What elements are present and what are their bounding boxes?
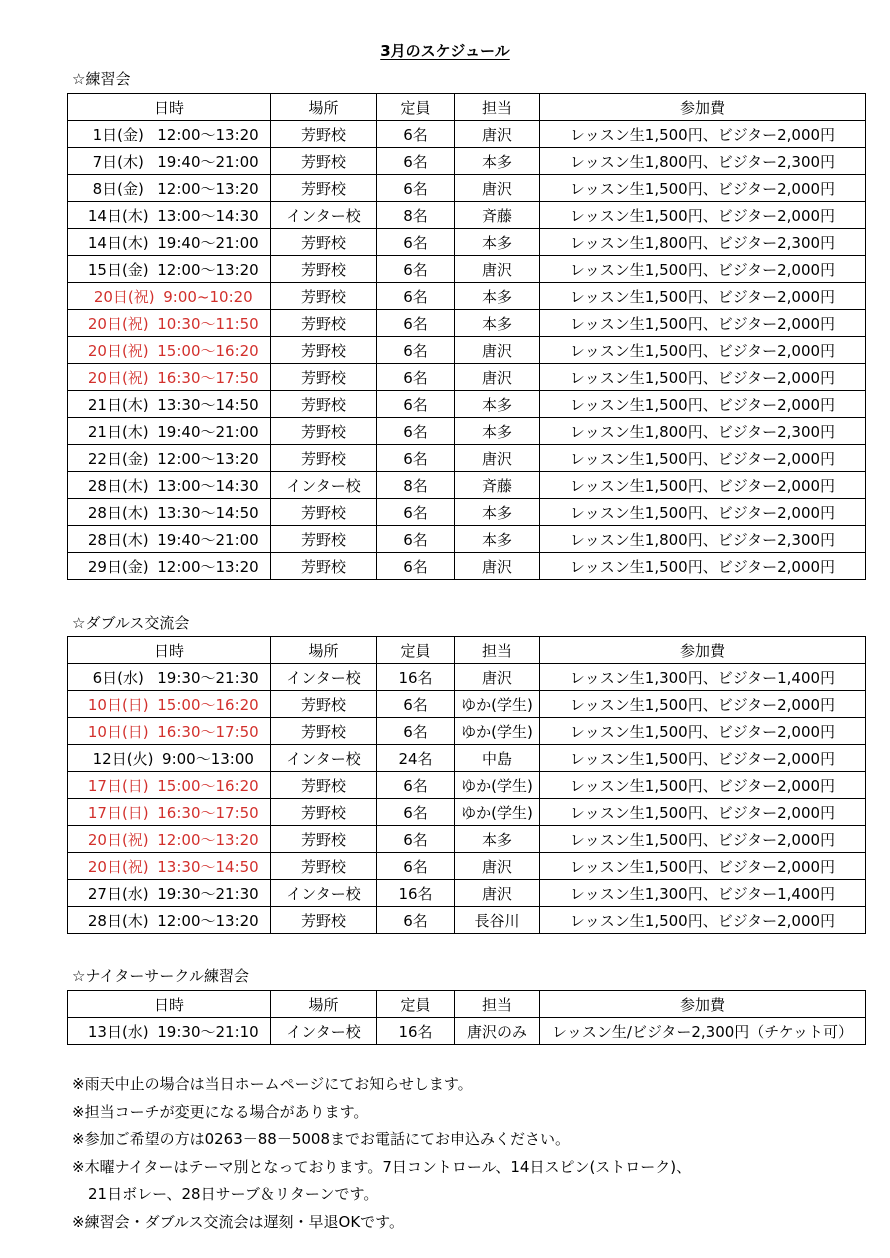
cell-time: 16:30～17:50 — [157, 368, 259, 387]
cell-day: 21日(木) — [87, 395, 149, 414]
cell-capacity: 8名 — [377, 202, 455, 229]
cell-time: 12:00～13:20 — [157, 911, 259, 930]
cell-fee: レッスン生1,500円、ビジター2,000円 — [540, 826, 866, 853]
cell-datetime — [68, 880, 271, 907]
cell-datetime — [68, 745, 271, 772]
cell-datetime — [68, 283, 271, 310]
table-row — [68, 283, 866, 310]
cell-datetime — [68, 202, 271, 229]
note-line: ※雨天中止の場合は当日ホームページにてお知らせします。 — [72, 1075, 473, 1093]
cell-day: 20日(祝) — [87, 830, 149, 849]
cell-datetime — [68, 472, 271, 499]
table-row — [68, 907, 866, 934]
header-coach: 担当 — [455, 94, 540, 121]
cell-fee: レッスン生1,800円、ビジター2,300円 — [540, 229, 866, 256]
cell-fee: レッスン生1,500円、ビジター2,000円 — [540, 718, 866, 745]
cell-place: 芳野校 — [271, 526, 377, 553]
cell-time: 12:00～13:20 — [157, 830, 259, 849]
header-fee: 参加費 — [540, 637, 866, 664]
cell-place: 芳野校 — [271, 283, 377, 310]
cell-day: 28日(木) — [87, 476, 149, 495]
cell-fee: レッスン生1,500円、ビジター2,000円 — [540, 175, 866, 202]
table-row — [68, 772, 866, 799]
cell-fee: レッスン生1,500円、ビジター2,000円 — [540, 337, 866, 364]
cell-coach: 本多 — [455, 418, 540, 445]
cell-time: 10:30～11:50 — [157, 314, 259, 333]
cell-capacity: 6名 — [377, 526, 455, 553]
cell-time: 19:40～21:00 — [157, 152, 259, 171]
cell-time: 13:30～14:50 — [157, 857, 259, 876]
cell-capacity: 6名 — [377, 310, 455, 337]
table-row — [68, 880, 866, 907]
table-row — [68, 553, 866, 580]
cell-fee: レッスン生1,500円、ビジター2,000円 — [540, 499, 866, 526]
cell-place: 芳野校 — [271, 310, 377, 337]
cell-day: 29日(金) — [87, 557, 149, 576]
cell-capacity: 6名 — [377, 391, 455, 418]
cell-place: インター校 — [271, 880, 377, 907]
cell-place: 芳野校 — [271, 229, 377, 256]
table-row — [68, 664, 866, 691]
doubles-rows — [68, 664, 866, 934]
header-capacity: 定員 — [377, 94, 455, 121]
header-capacity: 定員 — [377, 637, 455, 664]
cell-capacity: 6名 — [377, 175, 455, 202]
cell-coach: 本多 — [455, 526, 540, 553]
cell-coach: 唐沢 — [455, 364, 540, 391]
cell-time: 9:00~10:20 — [163, 287, 253, 306]
cell-fee: レッスン生1,500円、ビジター2,000円 — [540, 553, 866, 580]
cell-fee: レッスン生1,500円、ビジター2,000円 — [540, 691, 866, 718]
cell-place: 芳野校 — [271, 799, 377, 826]
header-datetime: 日時 — [68, 991, 271, 1018]
cell-datetime — [68, 853, 271, 880]
header-coach: 担当 — [455, 991, 540, 1018]
cell-fee: レッスン生1,500円、ビジター2,000円 — [540, 364, 866, 391]
cell-day: 15日(金) — [87, 260, 149, 279]
header-place: 場所 — [271, 991, 377, 1018]
cell-coach: ゆか(学生) — [455, 799, 540, 826]
table-row — [68, 853, 866, 880]
cell-datetime — [68, 799, 271, 826]
cell-place: 芳野校 — [271, 718, 377, 745]
page-title: 3月のスケジュール — [380, 42, 510, 60]
cell-coach: 斉藤 — [455, 202, 540, 229]
cell-place: 芳野校 — [271, 121, 377, 148]
note-line: ※練習会・ダブルス交流会は遅刻・早退OKです。 — [72, 1212, 404, 1231]
cell-coach: 唐沢 — [455, 853, 540, 880]
cell-day: 20日(祝) — [93, 287, 155, 306]
cell-day: 27日(水) — [87, 884, 149, 903]
cell-fee: レッスン生1,500円、ビジター2,000円 — [540, 799, 866, 826]
cell-datetime — [68, 310, 271, 337]
cell-datetime — [68, 526, 271, 553]
table-row — [68, 445, 866, 472]
cell-day: 20日(祝) — [87, 314, 149, 333]
cell-day: 10日(日) — [87, 695, 149, 714]
cell-time: 13:30～14:50 — [157, 395, 259, 414]
cell-capacity: 6名 — [377, 229, 455, 256]
cell-day: 17日(日) — [87, 803, 149, 822]
header-coach: 担当 — [455, 637, 540, 664]
cell-place: インター校 — [271, 745, 377, 772]
cell-place: 芳野校 — [271, 772, 377, 799]
cell-place: インター校 — [271, 664, 377, 691]
header-fee: 参加費 — [540, 94, 866, 121]
cell-time: 12:00～13:20 — [157, 179, 259, 198]
cell-capacity: 24名 — [377, 745, 455, 772]
cell-time: 19:40～21:00 — [157, 233, 259, 252]
cell-coach: 本多 — [455, 499, 540, 526]
cell-coach: 唐沢 — [455, 121, 540, 148]
cell-fee: レッスン生1,500円、ビジター2,000円 — [540, 907, 866, 934]
table-row — [68, 148, 866, 175]
cell-capacity: 6名 — [377, 445, 455, 472]
header-datetime: 日時 — [68, 637, 271, 664]
cell-capacity: 6名 — [377, 772, 455, 799]
cell-fee: レッスン生1,300円、ビジター1,400円 — [540, 664, 866, 691]
section-heading-doubles: ☆ダブルス交流会 — [72, 614, 190, 632]
cell-time: 16:30～17:50 — [157, 722, 259, 741]
cell-fee: レッスン生1,500円、ビジター2,000円 — [540, 256, 866, 283]
cell-day: 20日(祝) — [87, 368, 149, 387]
cell-datetime — [68, 664, 271, 691]
cell-coach: 本多 — [455, 148, 540, 175]
cell-datetime — [68, 337, 271, 364]
cell-place: 芳野校 — [271, 691, 377, 718]
table-row — [68, 229, 866, 256]
cell-coach: 唐沢 — [455, 337, 540, 364]
cell-datetime — [68, 772, 271, 799]
note-line: ※木曜ナイターはテーマ別となっております。7日コントロール、14日スピン(ストローク)、 — [72, 1157, 692, 1176]
table-row — [68, 418, 866, 445]
cell-capacity: 6名 — [377, 718, 455, 745]
cell-time: 12:00～13:20 — [157, 557, 259, 576]
section-heading-night-circle: ☆ナイターサークル練習会 — [72, 967, 249, 985]
cell-time: 19:30～21:30 — [157, 884, 259, 903]
table-row — [68, 526, 866, 553]
note-line: 21日ボレー、28日サーブ＆リターンです。 — [88, 1185, 379, 1203]
cell-day: 21日(木) — [87, 422, 149, 441]
cell-time: 13:30～14:50 — [157, 503, 259, 522]
table-row — [68, 364, 866, 391]
cell-capacity: 16名 — [377, 880, 455, 907]
cell-coach: 唐沢のみ — [455, 1018, 540, 1045]
cell-fee: レッスン生1,800円、ビジター2,300円 — [540, 148, 866, 175]
table-row — [68, 745, 866, 772]
cell-place: 芳野校 — [271, 553, 377, 580]
table-row — [68, 799, 866, 826]
cell-capacity: 16名 — [377, 664, 455, 691]
cell-day: 14日(木) — [87, 206, 149, 225]
cell-time: 12:00～13:20 — [157, 125, 259, 144]
cell-day: 20日(祝) — [87, 341, 149, 360]
cell-coach: 本多 — [455, 310, 540, 337]
table-row — [68, 310, 866, 337]
cell-datetime — [68, 718, 271, 745]
cell-coach: 本多 — [455, 826, 540, 853]
cell-datetime — [68, 499, 271, 526]
cell-place: 芳野校 — [271, 391, 377, 418]
cell-place: インター校 — [271, 472, 377, 499]
cell-fee: レッスン生/ビジター2,300円（チケット可） — [540, 1018, 866, 1045]
cell-day: 10日(日) — [87, 722, 149, 741]
cell-coach: 斉藤 — [455, 472, 540, 499]
doubles-schedule-table — [67, 636, 866, 934]
cell-coach: 長谷川 — [455, 907, 540, 934]
cell-coach: 唐沢 — [455, 256, 540, 283]
cell-fee: レッスン生1,500円、ビジター2,000円 — [540, 853, 866, 880]
notes — [72, 1074, 691, 1239]
table-row — [68, 499, 866, 526]
cell-fee: レッスン生1,300円、ビジター1,400円 — [540, 880, 866, 907]
table-row — [68, 718, 866, 745]
cell-place: 芳野校 — [271, 445, 377, 472]
cell-coach: ゆか(学生) — [455, 691, 540, 718]
cell-coach: 本多 — [455, 283, 540, 310]
cell-day: 28日(木) — [87, 503, 149, 522]
cell-coach: 唐沢 — [455, 880, 540, 907]
table-row — [68, 826, 866, 853]
cell-fee: レッスン生1,500円、ビジター2,000円 — [540, 121, 866, 148]
section-heading-practice: ☆練習会 — [72, 70, 131, 88]
cell-capacity: 6名 — [377, 691, 455, 718]
cell-day: 8日(金) — [92, 179, 144, 198]
cell-place: 芳野校 — [271, 175, 377, 202]
cell-capacity: 6名 — [377, 418, 455, 445]
night-circle-schedule-table — [67, 990, 866, 1045]
cell-capacity: 6名 — [377, 283, 455, 310]
table-row — [68, 175, 866, 202]
cell-place: インター校 — [271, 1018, 377, 1045]
cell-day: 28日(木) — [87, 911, 149, 930]
cell-capacity: 6名 — [377, 148, 455, 175]
cell-coach: 本多 — [455, 229, 540, 256]
table-header-row — [68, 991, 866, 1018]
cell-time: 16:30～17:50 — [157, 803, 259, 822]
cell-fee: レッスン生1,500円、ビジター2,000円 — [540, 745, 866, 772]
cell-time: 9:00～13:00 — [162, 749, 254, 768]
cell-capacity: 6名 — [377, 799, 455, 826]
night-circle-rows — [68, 1018, 866, 1045]
cell-capacity: 6名 — [377, 907, 455, 934]
cell-fee: レッスン生1,500円、ビジター2,000円 — [540, 202, 866, 229]
cell-capacity: 6名 — [377, 826, 455, 853]
cell-fee: レッスン生1,500円、ビジター2,000円 — [540, 445, 866, 472]
table-row — [68, 337, 866, 364]
cell-datetime — [68, 826, 271, 853]
table-row — [68, 256, 866, 283]
table-row — [68, 202, 866, 229]
cell-fee: レッスン生1,800円、ビジター2,300円 — [540, 418, 866, 445]
cell-capacity: 6名 — [377, 499, 455, 526]
cell-day: 20日(祝) — [87, 857, 149, 876]
cell-place: 芳野校 — [271, 364, 377, 391]
cell-day: 1日(金) — [92, 125, 144, 144]
cell-place: 芳野校 — [271, 148, 377, 175]
table-row — [68, 1018, 866, 1045]
cell-day: 14日(木) — [87, 233, 149, 252]
cell-place: 芳野校 — [271, 337, 377, 364]
cell-time: 13:00～14:30 — [157, 206, 259, 225]
cell-fee: レッスン生1,500円、ビジター2,000円 — [540, 283, 866, 310]
table-row — [68, 472, 866, 499]
cell-capacity: 6名 — [377, 121, 455, 148]
header-place: 場所 — [271, 94, 377, 121]
cell-time: 19:40～21:00 — [157, 422, 259, 441]
cell-place: 芳野校 — [271, 499, 377, 526]
header-fee: 参加費 — [540, 991, 866, 1018]
table-header-row — [68, 94, 866, 121]
cell-fee: レッスン生1,500円、ビジター2,000円 — [540, 472, 866, 499]
cell-datetime — [68, 1018, 271, 1045]
cell-fee: レッスン生1,500円、ビジター2,000円 — [540, 772, 866, 799]
cell-datetime — [68, 907, 271, 934]
practice-schedule-table — [67, 93, 866, 580]
cell-day: 22日(金) — [87, 449, 149, 468]
cell-place: 芳野校 — [271, 256, 377, 283]
cell-day: 6日(水) — [92, 668, 144, 687]
cell-fee: レッスン生1,800円、ビジター2,300円 — [540, 526, 866, 553]
cell-coach: 唐沢 — [455, 664, 540, 691]
cell-time: 19:30～21:30 — [157, 668, 259, 687]
cell-fee: レッスン生1,500円、ビジター2,000円 — [540, 310, 866, 337]
note-line: ※参加ご希望の方は0263－88－5008までお電話にてお申込みください。 — [72, 1130, 571, 1148]
cell-datetime — [68, 553, 271, 580]
cell-coach: 本多 — [455, 391, 540, 418]
cell-datetime — [68, 691, 271, 718]
cell-datetime — [68, 256, 271, 283]
cell-day: 17日(日) — [87, 776, 149, 795]
cell-coach: 唐沢 — [455, 445, 540, 472]
cell-capacity: 6名 — [377, 256, 455, 283]
cell-datetime — [68, 418, 271, 445]
cell-coach: ゆか(学生) — [455, 718, 540, 745]
cell-time: 13:00～14:30 — [157, 476, 259, 495]
cell-time: 15:00～16:20 — [157, 695, 259, 714]
cell-time: 19:40～21:00 — [157, 530, 259, 549]
cell-datetime — [68, 175, 271, 202]
cell-place: インター校 — [271, 202, 377, 229]
note-line: ※担当コーチが変更になる場合があります。 — [72, 1102, 369, 1121]
table-row — [68, 691, 866, 718]
table-header-row — [68, 637, 866, 664]
cell-place: 芳野校 — [271, 853, 377, 880]
cell-coach: 中島 — [455, 745, 540, 772]
cell-day: 12日(火) — [92, 749, 154, 768]
table-row — [68, 121, 866, 148]
cell-datetime — [68, 121, 271, 148]
table-row — [68, 391, 866, 418]
cell-capacity: 8名 — [377, 472, 455, 499]
cell-capacity: 6名 — [377, 337, 455, 364]
cell-datetime — [68, 391, 271, 418]
cell-capacity: 6名 — [377, 853, 455, 880]
practice-rows — [68, 121, 866, 580]
cell-day: 7日(木) — [92, 152, 144, 171]
header-datetime: 日時 — [68, 94, 271, 121]
cell-datetime — [68, 445, 271, 472]
header-capacity: 定員 — [377, 991, 455, 1018]
cell-time: 12:00～13:20 — [157, 260, 259, 279]
cell-day: 28日(木) — [87, 530, 149, 549]
cell-coach: 唐沢 — [455, 175, 540, 202]
cell-datetime — [68, 148, 271, 175]
cell-place: 芳野校 — [271, 907, 377, 934]
cell-place: 芳野校 — [271, 418, 377, 445]
cell-datetime — [68, 229, 271, 256]
cell-time: 12:00～13:20 — [157, 449, 259, 468]
cell-day: 13日(水) — [87, 1022, 149, 1041]
cell-time: 19:30～21:10 — [157, 1022, 259, 1041]
cell-capacity: 16名 — [377, 1018, 455, 1045]
cell-time: 15:00～16:20 — [157, 341, 259, 360]
cell-place: 芳野校 — [271, 826, 377, 853]
cell-fee: レッスン生1,500円、ビジター2,000円 — [540, 391, 866, 418]
cell-capacity: 6名 — [377, 553, 455, 580]
cell-datetime — [68, 364, 271, 391]
cell-time: 15:00～16:20 — [157, 776, 259, 795]
cell-coach: ゆか(学生) — [455, 772, 540, 799]
header-place: 場所 — [271, 637, 377, 664]
cell-capacity: 6名 — [377, 364, 455, 391]
cell-coach: 唐沢 — [455, 553, 540, 580]
